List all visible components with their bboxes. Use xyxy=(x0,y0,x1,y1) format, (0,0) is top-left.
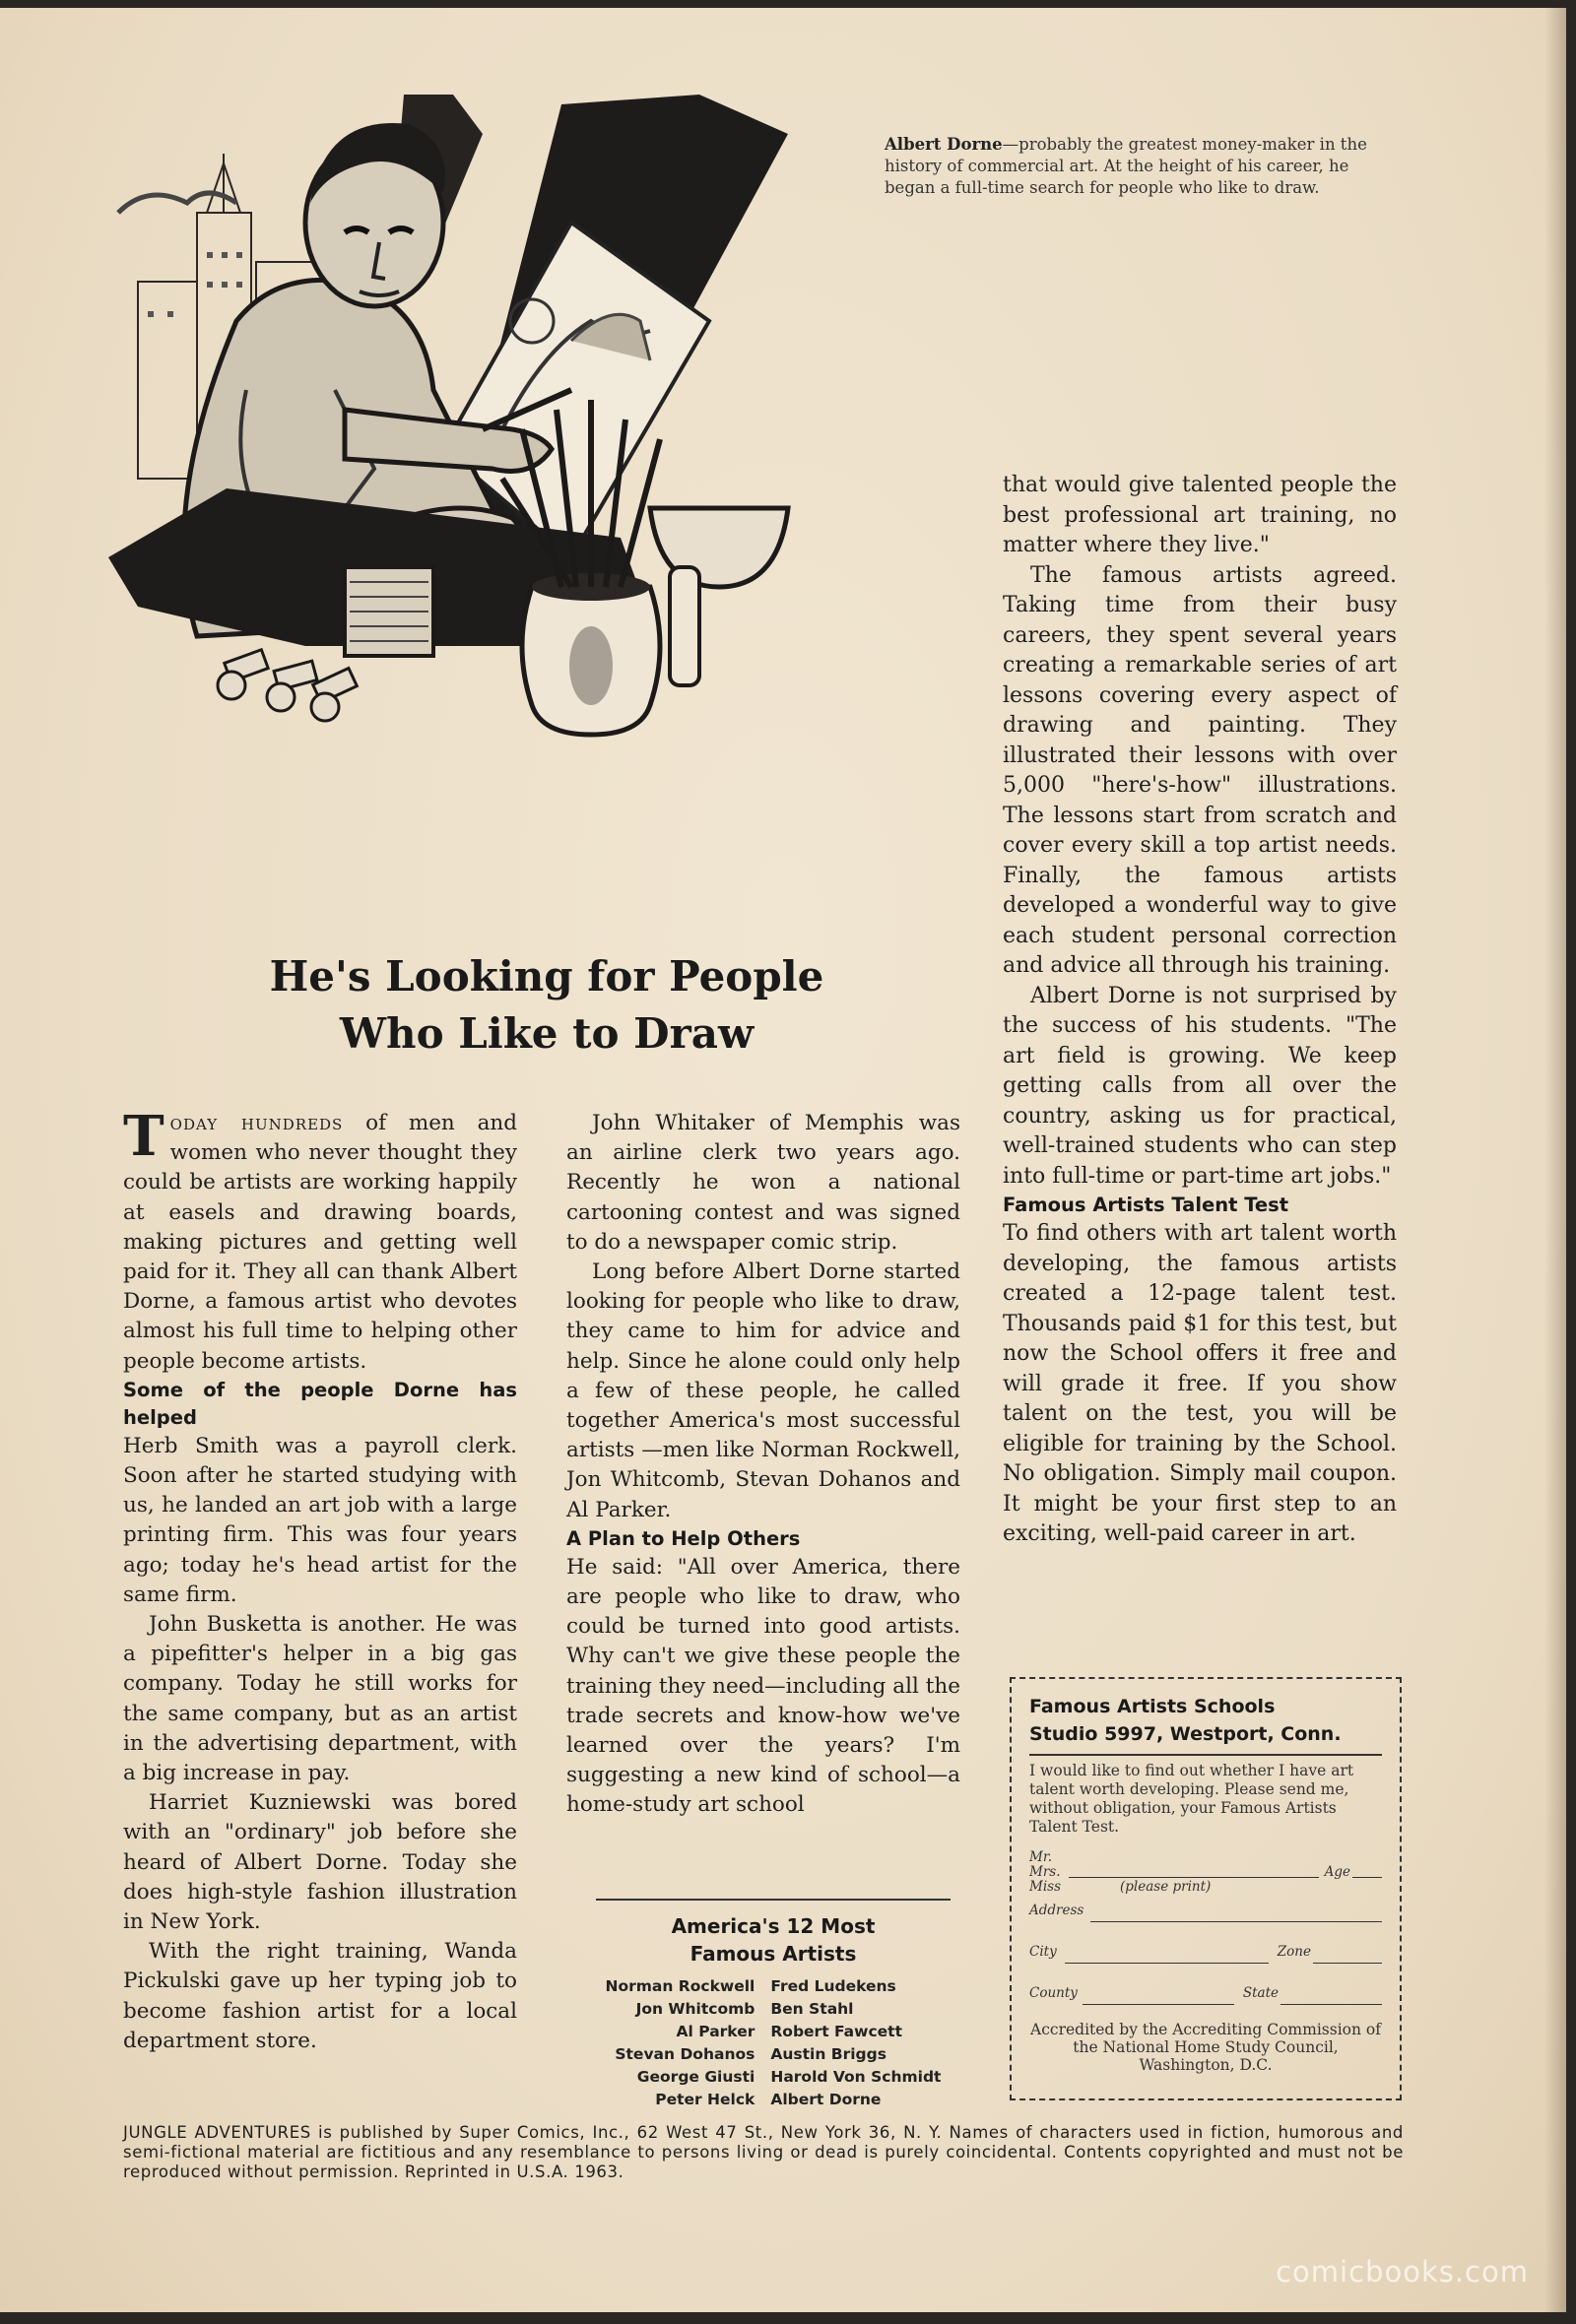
artist-name: Fred Ludekens xyxy=(770,1977,896,1995)
headline-line-2: Who Like to Draw xyxy=(339,1009,755,1058)
col1-subhead: Some of the people Dorne has helped xyxy=(123,1378,517,1429)
coupon-studio-address: Studio 5997, Westport, Conn. xyxy=(1029,1723,1342,1745)
city-label: City xyxy=(1029,1944,1057,1960)
lead-smallcaps: oday hundreds xyxy=(169,1111,344,1135)
address-label: Address xyxy=(1029,1903,1084,1918)
artist-name: Austin Briggs xyxy=(770,2045,886,2063)
col2-paragraph-1: John Whitaker of Memphis was an airline clerk two years ago. Recently he won a national cartooning contest and was signed to do a newspaper comic strip. xyxy=(566,1111,960,1255)
coupon-age-label: Age xyxy=(1324,1864,1350,1880)
address-field-line[interactable] xyxy=(1090,1921,1382,1923)
article-column-3 xyxy=(1003,471,1397,1550)
col1-p1-text: of men and women who never thought they could be artists are working happily at easels and drawing boards, making pictures and getting well paid for it. They all can thank Albert Dorne, a famous artist who devotes almost his full time to helping other people become artists. xyxy=(123,1111,517,1374)
state-field-line[interactable] xyxy=(1280,2004,1382,2006)
coupon-mrs: Mrs. xyxy=(1029,1864,1061,1880)
col2-paragraph-2: Long before Albert Dorne started looking for people who like to draw, they came to him for advice and help. Since he alone could only help a few of these people, he called together America's most successful artists —men like Norman Rockwell, Jon Whitcomb, Stevan Dohanos and Al Parker. xyxy=(566,1259,960,1522)
col3-paragraph-1: that would give talented people the best professional art training, no matter where they live." xyxy=(1003,473,1397,557)
coupon-school-name: Famous Artists Schools xyxy=(1029,1696,1276,1717)
county-state-field[interactable] xyxy=(1029,1985,1382,2009)
watermark: comicbooks.com xyxy=(1276,2255,1529,2289)
artist-name: Ben Stahl xyxy=(770,2000,854,2018)
col1-paragraph-5: With the right training, Wanda Pickulski gave up her typing job to become fashion artist for a local department store. xyxy=(123,1939,517,2053)
zone-field-line[interactable] xyxy=(1313,1963,1382,1965)
caption-text: —probably the greatest money-maker in the history of commercial art. At the height of his career, he began a full-time search for people who like to draw. xyxy=(885,135,1367,197)
address-field[interactable] xyxy=(1029,1903,1382,1926)
artist-name: Robert Fawcett xyxy=(770,2023,902,2040)
col1-paragraph-2: Herb Smith was a payroll clerk. Soon after he started studying with us, he landed an art job with a large printing firm. This was four years ago; today he's head artist for the same firm. xyxy=(123,1433,517,1607)
artist-name: Stevan Dohanos xyxy=(615,2045,755,2063)
artist-name: Harold Von Schmidt xyxy=(770,2068,942,2086)
col2-subhead: A Plan to Help Others xyxy=(566,1526,801,1550)
drop-cap: T xyxy=(123,1104,164,1169)
artist-name: Norman Rockwell xyxy=(605,1977,755,1995)
artist-name: Peter Helck xyxy=(655,2091,755,2108)
coupon-miss: Miss xyxy=(1029,1879,1061,1895)
artist-name: Al Parker xyxy=(676,2023,755,2040)
artists-grid xyxy=(566,1975,980,2111)
divider xyxy=(596,1899,951,1901)
coupon-request-text: I would like to find out whether I have art talent worth developing. Please send me, without obligation, your Famous Artists Talent Test. xyxy=(1029,1762,1354,1836)
county-field-line[interactable] xyxy=(1083,2004,1234,2006)
col3-paragraph-3: Albert Dorne is not surprised by the success of his students. "The art field is growing. We keep getting calls from all over the country, asking us for practical, well-trained students who can step into full-time or part-time art jobs." xyxy=(1003,983,1397,1189)
article-column-1 xyxy=(123,1104,517,2056)
col1-paragraph-3: John Busketta is another. He was a pipefitter's helper in a big gas company. Today he still works for the same company, but as an artist in the advertising department, with a big increase in pay. xyxy=(123,1612,517,1786)
city-field-line[interactable] xyxy=(1065,1963,1269,1965)
artists-title-line-2: Famous Artists xyxy=(690,1942,857,1966)
artist-name: Jon Whitcomb xyxy=(635,2000,755,2018)
name-field-line[interactable] xyxy=(1069,1877,1319,1879)
headline-line-1: He's Looking for People xyxy=(269,952,824,1001)
artist-name: Albert Dorne xyxy=(770,2091,882,2108)
coupon-print-note: (please print) xyxy=(1120,1879,1212,1895)
mail-coupon[interactable] xyxy=(1010,1677,1402,2100)
caption-name: Albert Dorne xyxy=(885,135,1003,154)
artist-name: George Giusti xyxy=(636,2068,755,2086)
artists-title-line-1: America's 12 Most xyxy=(671,1914,876,1938)
artists-left-column xyxy=(606,1975,771,2111)
col1-paragraph-1 xyxy=(123,1104,517,1377)
illustration-caption xyxy=(885,134,1397,199)
article-column-2 xyxy=(566,1109,960,1821)
col3-subhead: Famous Artists Talent Test xyxy=(1003,1194,1289,1216)
col3-paragraph-4: To find others with art talent worth developing, the famous artists created a 12-page talent test. Thousands paid $1 for this test, but now the School offers it free and will grade it free. If you show talent on the test, you will be eligible for training by the School. No obligation. Simply mail coupon. It might be your first step to an exciting, well-paid career in art. xyxy=(1003,1221,1397,1546)
age-field-line[interactable] xyxy=(1352,1877,1382,1879)
coupon-mr: Mr. xyxy=(1029,1849,1053,1865)
coupon-rule xyxy=(1029,1754,1382,1756)
col1-paragraph-4: Harriet Kuzniewski was bored with an "ordinary" job before she heard of Albert Dorne. Today she does high-style fashion illustration in New York. xyxy=(123,1790,517,1935)
county-label: County xyxy=(1029,1985,1078,2001)
col3-paragraph-2: The famous artists agreed. Taking time from their busy careers, they spent several years creating a remarkable series of art lessons covering every aspect of drawing and painting. They illustrated their lessons with over 5,000 "here's-how" illustrations. The lessons start from scratch and cover every skill a top artist needs. Finally, the famous artists developed a wonderful way to give each student personal correction and advice all through his training. xyxy=(1003,562,1397,978)
accreditation-note: Accredited by the Accrediting Commission of the National Home Study Council, Washington, D.C. xyxy=(1030,2021,1381,2074)
col2-paragraph-3: He said: "All over America, there are people who like to draw, who could be turned into good artists. Why can't we give these people the training they need—including all the trade secrets and know-how we've learned over the years? I'm suggesting a new kind of school—a home-study art school xyxy=(566,1554,960,1818)
famous-artists-list xyxy=(566,1899,980,2111)
comic-page xyxy=(0,8,1566,2312)
artists-right-column xyxy=(770,1975,941,2111)
zone-label: Zone xyxy=(1277,1944,1311,1960)
publication-footer: JUNGLE ADVENTURES is published by Super Comics, Inc., 62 West 47 St., New York 36, N. Y. Names of characters used in fiction, humorous and semi-fictional material are fictitious and any resemblance to persons living or dead is purely coincidental. Contents copyrighted and must not be reproduced without permission. Reprinted in U.S.A. 1963. xyxy=(123,2123,1404,2181)
coupon-name-row[interactable] xyxy=(1029,1865,1382,1880)
city-zone-field[interactable] xyxy=(1029,1944,1382,1968)
artist-illustration xyxy=(108,95,926,941)
headline xyxy=(158,948,936,1063)
coupon-title-options xyxy=(1029,1850,1382,1895)
state-label: State xyxy=(1242,1985,1279,2001)
